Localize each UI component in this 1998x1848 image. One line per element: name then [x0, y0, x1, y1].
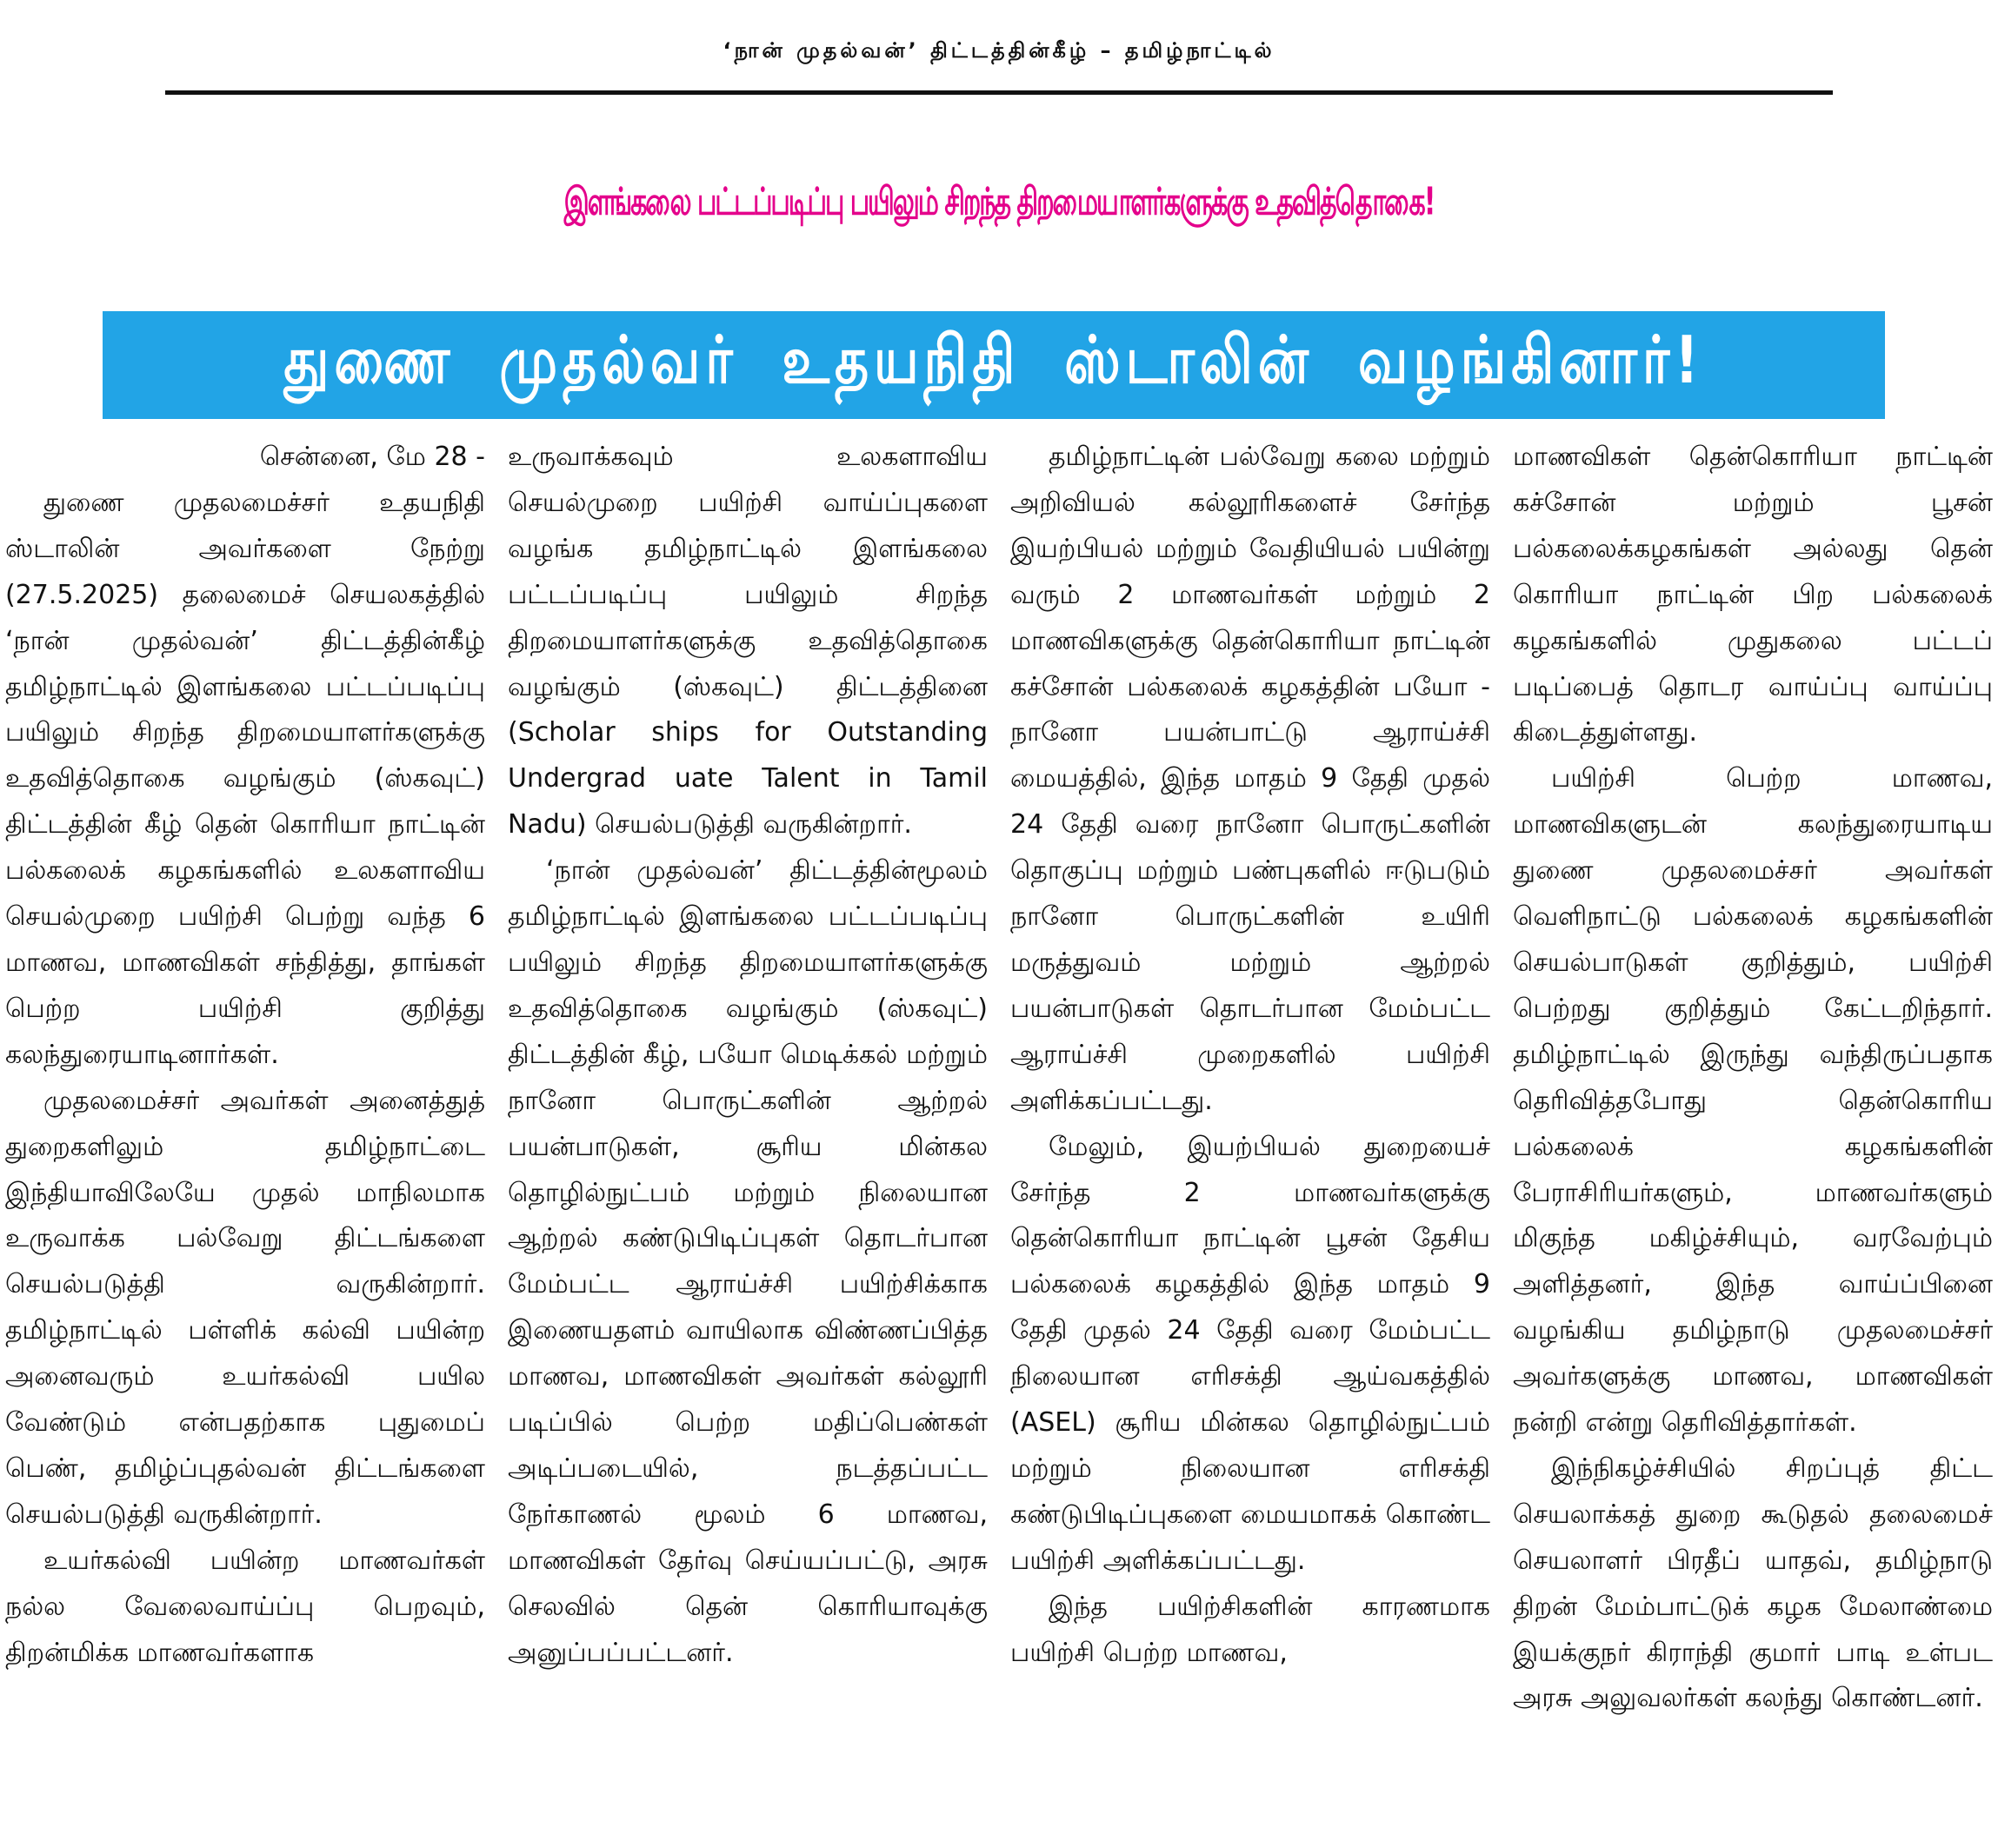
article-column-3	[1010, 435, 1490, 1839]
paragraph: இந்த பயிற்சிகளின் காரணமாக பயிற்சி பெற்ற மாணவ,	[1010, 1591, 1490, 1668]
paragraph: பயிற்சி பெற்ற மாணவ, மாணவிகளுடன் கலந்துரையாடிய துணை முதலமைச்சர் அவர்கள் வெளிநாட்டு பல்கலைக் கழகங்களின் செயல்பாடுகள் குறித்தும், பயிற்சி பெற்றது குறித்தும் கேட்டறிந்தார். தமிழ்நாட்டில் இருந்து வந்திருப்பதாக தெரிவித்தபோது தென்கொரிய பல்கலைக் கழகங்களின் பேராசிரியர்களும், மாணவர்களும் மிகுந்த மகிழ்ச்சியும், வரவேற்பும் அளித்தனர், இந்த வாய்ப்பினை வழங்கிய தமிழ்நாடு முதலமைச்சர் அவர்களுக்கு மாணவ, மாணவிகள் நன்றி என்று தெரிவித்தார்கள்.	[1513, 763, 1993, 1439]
paragraph: துணை முதலமைச்சர் உதயநிதி ஸ்டாலின் அவர்களை நேற்று (27.5.2025) தலைமைச் செயலகத்தில் ‘நான் முதல்வன்’ திட்டத்தின்கீழ் தமிழ்நாட்டில் இளங்கலை பட்டப்படிப்பு பயிலும் சிறந்த திறமையாளர்களுக்கு உதவித்தொகை வழங்கும் (ஸ்கவுட்) திட்டத்தின் கீழ் தென் கொரியா நாட்டின் பல்கலைக் கழகங்களில் உலகளாவிய செயல்முறை பயிற்சி பெற்று வந்த 6 மாணவ, மாணவிகள் சந்தித்து, தாங்கள் பெற்ற பயிற்சி குறித்து கலந்துரையாடினார்கள்.	[5, 487, 485, 1070]
paragraph: உருவாக்கவும் உலகளாவிய செயல்முறை பயிற்சி வாய்ப்புகளை வழங்க தமிழ்நாட்டில் இளங்கலை பட்டப்படிப்பு பயிலும் சிறந்த திறமையாளர்களுக்கு உதவித்தொகை வழங்கும் (ஸ்கவுட்) திட்டத்தினை (Scholar ships for Outstanding Undergrad uate Talent in Tamil Nadu) செயல்படுத்தி வருகின்றார்.	[508, 442, 988, 841]
paragraph: மேலும், இயற்பியல் துறையைச் சேர்ந்த 2 மாணவர்களுக்கு தென்கொரியா நாட்டின் பூசன் தேசிய பல்கலைக் கழகத்தில் இந்த மாதம் 9 தேதி முதல் 24 தேதி வரை மேம்பட்ட நிலையான எரிசக்தி ஆய்வகத்தில் (ASEL) சூரிய மின்கல தொழில்நுட்பம் மற்றும் நிலையான எரிசக்தி கண்டுபிடிப்புகளை மையமாகக் கொண்ட பயிற்சி அளிக்கப்பட்டது.	[1010, 1131, 1490, 1576]
paragraph: மாணவிகள் தென்கொரியா நாட்டின் கச்சோன் மற்றும் பூசன் பல்கலைக்கழகங்கள் அல்லது தென் கொரியா நாட்டின் பிற பல்கலைக் கழகங்களில் முதுகலை பட்டப் படிப்பைத் தொடர வாய்ப்பு வாய்ப்பு கிடைத்துள்ளது.	[1513, 442, 1993, 748]
kicker-line: ‘நான் முதல்வன்’ திட்டத்தின்கீழ் – தமிழ்நாட்டில்	[723, 38, 1275, 63]
paragraph: இந்நிகழ்ச்சியில் சிறப்புத் திட்ட செயலாக்கத் துறை கூடுதல் தலைமைச் செயலாளர் பிரதீப் யாதவ், தமிழ்நாடு திறன் மேம்பாட்டுக் கழக மேலாண்மை இயக்குநர் கிராந்தி குமார் பாடி உள்பட அரசு அலுவலர்கள் கலந்து கொண்டனர்.	[1513, 1452, 1993, 1714]
subheadline-banner	[103, 311, 1885, 419]
article-column-1	[5, 435, 485, 1839]
paragraph: முதலமைச்சர் அவர்கள் அனைத்துத் துறைகளிலும் தமிழ்நாட்டை இந்தியாவிலேயே முதல் மாநிலமாக உருவாக்க பல்வேறு திட்டங்களை செயல்படுத்தி வருகின்றார். தமிழ்நாட்டில் பள்ளிக் கல்வி பயின்ற அனைவரும் உயர்கல்வி பயில வேண்டும் என்பதற்காக புதுமைப் பெண், தமிழ்ப்புதல்வன் திட்டங்களை செயல்படுத்தி வருகின்றார்.	[5, 1085, 485, 1530]
article-column-2	[508, 435, 988, 1839]
subheadline: துணை முதல்வர் உதயநிதி ஸ்டாலின் வழங்கினார்!	[283, 322, 1704, 399]
paragraph: ‘நான் முதல்வன்’ திட்டத்தின்மூலம் தமிழ்நாட்டில் இளங்கலை பட்டப்படிப்பு பயிலும் சிறந்த திறமையாளர்களுக்கு உதவித்தொகை வழங்கும் (ஸ்கவுட்) திட்டத்தின் கீழ், பயோ மெடிக்கல் மற்றும் நானோ பொருட்களின் ஆற்றல் பயன்பாடுகள், சூரிய மின்கல தொழில்நுட்பம் மற்றும் நிலையான ஆற்றல் கண்டுபிடிப்புகள் தொடர்பான மேம்பட்ட ஆராய்ச்சி பயிற்சிக்காக இணையதளம் வாயிலாக விண்ணப்பித்த மாணவ, மாணவிகள் அவர்கள் கல்லூரி படிப்பில் பெற்ற மதிப்பெண்கள் அடிப்படையில், நடத்தப்பட்ட நேர்காணல் மூலம் 6 மாணவ, மாணவிகள் தேர்வு செய்யப்பட்டு, அரசு செலவில் தென் கொரியாவுக்கு அனுப்பப்பட்டனர்.	[508, 855, 988, 1668]
paragraph: உயர்கல்வி பயின்ற மாணவர்கள் நல்ல வேலைவாய்ப்பு பெறவும், திறன்மிக்க மாணவர்களாக	[5, 1545, 485, 1668]
paragraph: தமிழ்நாட்டின் பல்வேறு கலை மற்றும் அறிவியல் கல்லூரிகளைச் சேர்ந்த இயற்பியல் மற்றும் வேதியியல் பயின்று வரும் 2 மாணவர்கள் மற்றும் 2 மாணவிகளுக்கு தென்கொரியா நாட்டின் கச்சோன் பல்கலைக் கழகத்தின் பயோ - நானோ பயன்பாட்டு ஆராய்ச்சி மையத்தில், இந்த மாதம் 9 தேதி முதல் 24 தேதி வரை நானோ பொருட்களின் தொகுப்பு மற்றும் பண்புகளில் ஈடுபடும் நானோ பொருட்களின் உயிரி மருத்துவம் மற்றும் ஆற்றல் பயன்பாடுகள் தொடர்பான மேம்பட்ட ஆராய்ச்சி முறைகளில் பயிற்சி அளிக்கப்பட்டது.	[1010, 442, 1490, 1116]
dateline: சென்னை, மே 28 -	[259, 442, 485, 472]
article-column-4	[1513, 435, 1993, 1839]
headline: இளங்கலை பட்டப்படிப்பு பயிலும் சிறந்த திறமையாளர்களுக்கு உதவித்தொகை!	[563, 179, 1435, 224]
article-body	[5, 435, 1993, 1839]
